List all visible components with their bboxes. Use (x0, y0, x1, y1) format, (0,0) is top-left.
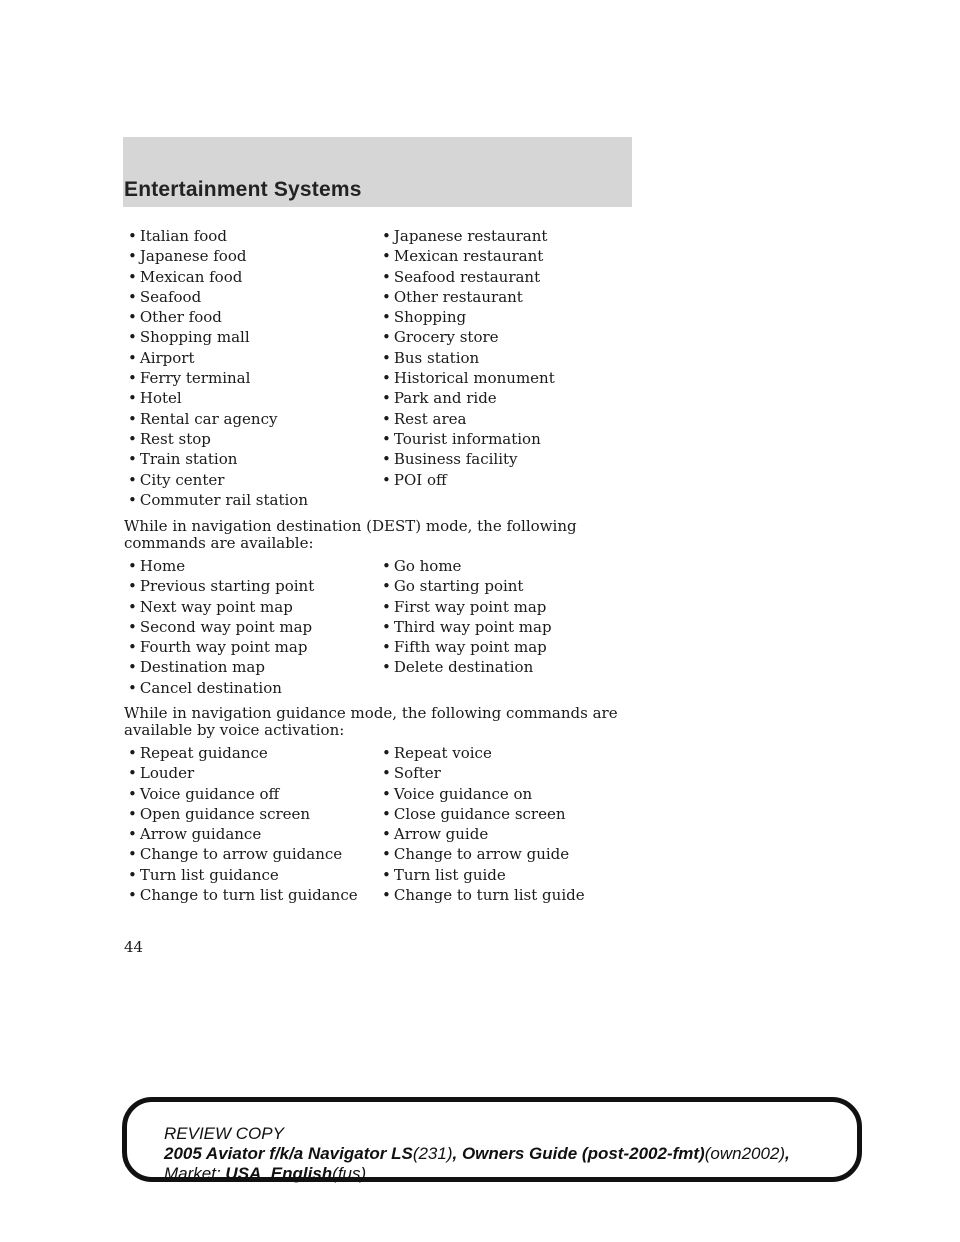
review-copy-label: REVIEW COPY (164, 1124, 284, 1143)
guide-name: Owners Guide (post-2002-fmt) (461, 1144, 705, 1163)
list-item: • Business facility (382, 449, 648, 469)
list-item: • Go home (382, 556, 648, 576)
list-item: • Voice guidance off (128, 784, 382, 804)
list-item: • Rest area (382, 409, 648, 429)
list-item: • Mexican restaurant (382, 246, 648, 266)
list-item: • Repeat voice (382, 743, 648, 763)
list-item: • Voice guidance on (382, 784, 648, 804)
review-model-line: 2005 Aviator f/k/a Navigator LS(231), Owners Guide (post-2002-fmt)(own2002), (164, 1144, 790, 1163)
list-item: • Other food (128, 307, 382, 327)
list-item: • Historical monument (382, 368, 648, 388)
list-item: • Destination map (128, 657, 382, 677)
guidance-command-list (128, 743, 648, 905)
list-item: • Repeat guidance (128, 743, 382, 763)
dest-mode-intro: While in navigation destination (DEST) mode, the following commands are available: (124, 517, 577, 552)
list-item: • Bus station (382, 348, 648, 368)
list-item: • Softer (382, 763, 648, 783)
list-item: • POI off (382, 470, 648, 490)
model-code: (231) (412, 1144, 453, 1163)
list-item: • Grocery store (382, 327, 648, 347)
list-item: • Japanese food (128, 246, 382, 266)
list-item: • Cancel destination (128, 678, 382, 698)
list-item: • Change to arrow guide (382, 844, 648, 864)
list-item: • Fifth way point map (382, 637, 648, 657)
list-item: • Close guidance screen (382, 804, 648, 824)
list-item: • Delete destination (382, 657, 648, 677)
list-item: • Seafood (128, 287, 382, 307)
list-item: • Turn list guidance (128, 865, 382, 885)
list-item: • Ferry terminal (128, 368, 382, 388)
list-item: • Arrow guidance (128, 824, 382, 844)
list-item: • City center (128, 470, 382, 490)
market-name: USA_English (225, 1164, 333, 1183)
list-item: • Rest stop (128, 429, 382, 449)
section-title: Entertainment Systems (124, 178, 362, 201)
market-code: (fus) (332, 1164, 367, 1183)
list-item: • Shopping mall (128, 327, 382, 347)
list-item: • Change to turn list guide (382, 885, 648, 905)
list-item: • Arrow guide (382, 824, 648, 844)
model-name: 2005 Aviator f/k/a Navigator LS (164, 1144, 413, 1163)
list-item: • Italian food (128, 226, 382, 246)
guidance-mode-intro: While in navigation guidance mode, the following commands are available by voice activation: (124, 704, 618, 739)
list-item: • Commuter rail station (128, 490, 382, 510)
list-item: • Rental car agency (128, 409, 382, 429)
list-item: • Airport (128, 348, 382, 368)
list-item: • Hotel (128, 388, 382, 408)
list-item: • Previous starting point (128, 576, 382, 596)
list-item: • Shopping (382, 307, 648, 327)
poi-command-list (128, 226, 648, 510)
list-item: • Louder (128, 763, 382, 783)
list-item: • Turn list guide (382, 865, 648, 885)
list-item: • Tourist information (382, 429, 648, 449)
list-item: • Third way point map (382, 617, 648, 637)
list-item: • Go starting point (382, 576, 648, 596)
list-item: • Home (128, 556, 382, 576)
list-item: • Second way point map (128, 617, 382, 637)
review-market-line (164, 1164, 366, 1184)
list-item: • Seafood restaurant (382, 267, 648, 287)
list-item: • Change to arrow guidance (128, 844, 382, 864)
list-item: • Open guidance screen (128, 804, 382, 824)
list-item: • Japanese restaurant (382, 226, 648, 246)
list-item: • First way point map (382, 597, 648, 617)
list-item: • Next way point map (128, 597, 382, 617)
page-number: 44 (124, 938, 144, 956)
list-item: • Fourth way point map (128, 637, 382, 657)
dest-command-list (128, 556, 648, 698)
list-item: • Train station (128, 449, 382, 469)
list-item: • Change to turn list guidance (128, 885, 382, 905)
market-label: Market: (164, 1164, 221, 1183)
list-item: • Mexican food (128, 267, 382, 287)
list-item: • Park and ride (382, 388, 648, 408)
list-item: • Other restaurant (382, 287, 648, 307)
guide-code: (own2002) (704, 1144, 786, 1163)
